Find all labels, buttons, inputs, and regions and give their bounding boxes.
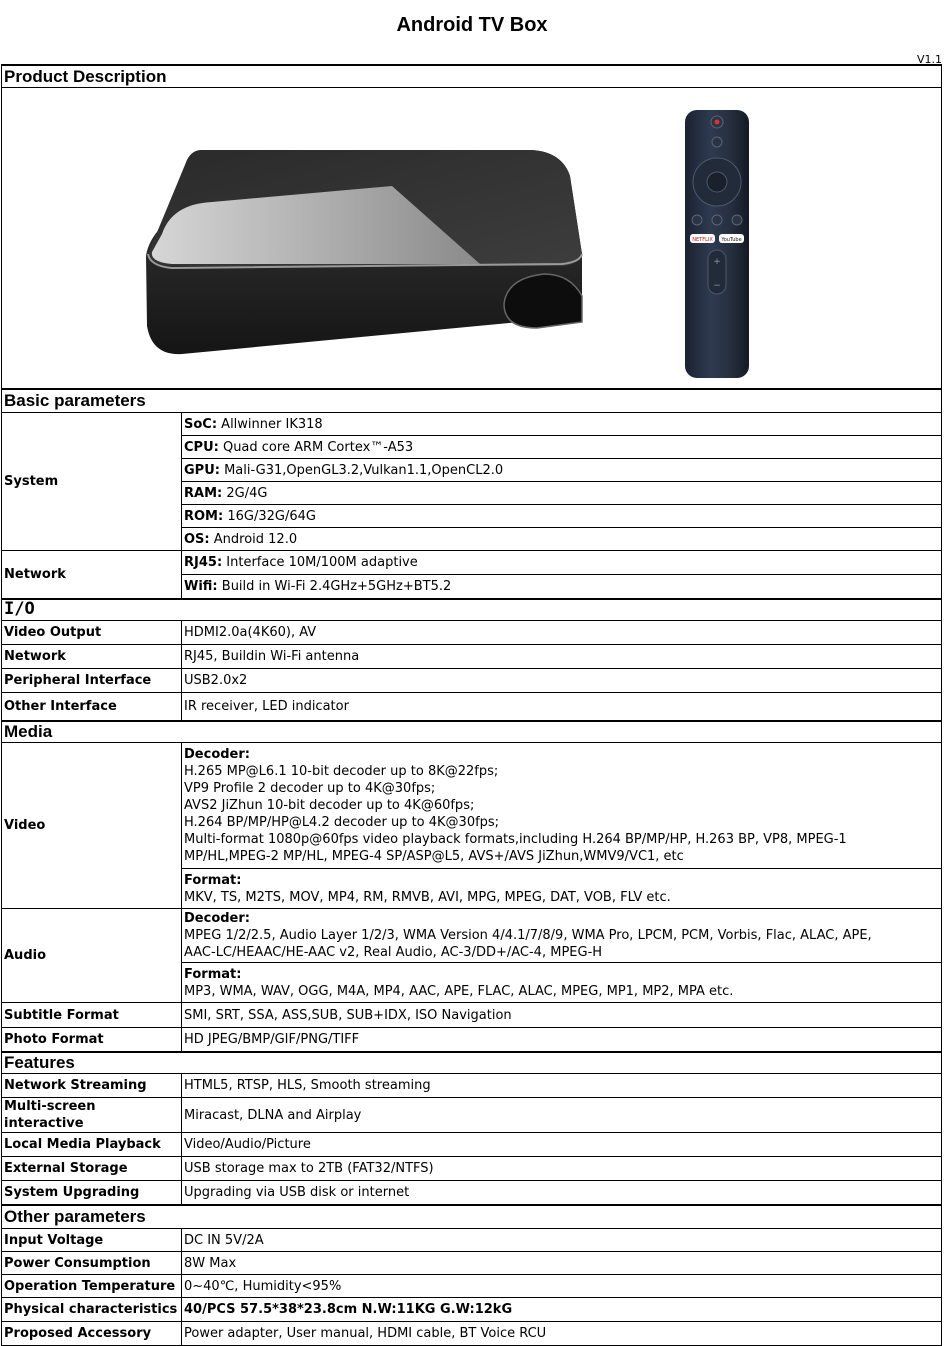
feature-value: Video/Audio/Picture: [182, 1133, 942, 1157]
svg-text:−: −: [713, 280, 721, 291]
io-label: Network: [2, 645, 182, 669]
spec-soc: SoC: Allwinner IK318: [182, 413, 942, 436]
feature-label: System Upgrading: [2, 1181, 182, 1205]
section-basic-parameters: Basic parameters: [2, 389, 942, 413]
other-value: DC IN 5V/2A: [182, 1229, 942, 1252]
feature-value: HTML5, RTSP, HLS, Smooth streaming: [182, 1074, 942, 1098]
section-media: Media: [2, 721, 942, 743]
spec-ram: RAM: 2G/4G: [182, 482, 942, 505]
other-label: Input Voltage: [2, 1229, 182, 1252]
video-label: Video: [2, 743, 182, 909]
system-label: System: [2, 413, 182, 551]
other-label: Proposed Accessory: [2, 1322, 182, 1346]
spec-table: [1, 64, 942, 1346]
other-value: 0~40℃, Humidity<95%: [182, 1275, 942, 1298]
section-other-parameters: Other parameters: [2, 1205, 942, 1229]
audio-decoder: Decoder: MPEG 1/2/2.5, Audio Layer 1/2/3, WMA Version 4/4.1/7/8/9, WMA Pro, LPCM, PCM, Vorbis, Flac, ALAC, APE, AAC-LC/HEAAC/HE-AAC v2, Real Audio, AC-3/DD+/AC-4, MPEG-H: [182, 909, 942, 963]
spec-wifi: Wifi: Build in Wi-Fi 2.4GHz+5GHz+BT5.2: [182, 575, 942, 599]
subtitle-format-value: SMI, SRT, SSA, ASS,SUB, SUB+IDX, ISO Navigation: [182, 1003, 942, 1028]
spec-cpu: CPU: Quad core ARM Cortex™-A53: [182, 436, 942, 459]
youtube-button-label: YouTube: [721, 236, 742, 243]
io-value: RJ45, Buildin Wi-Fi antenna: [182, 645, 942, 669]
product-image-cell: [2, 87, 942, 389]
video-decoder: Decoder: H.265 MP@L6.1 10-bit decoder up to 8K@22fps; VP9 Profile 2 decoder up to 4K@30fps; AVS2 JiZhun 10-bit decoder up to 4K@60fps; H.264 BP/MP/HP@L4.2 decoder up to 4K@30fps; Multi-format 1080p@60fps video playback formats,including H.264 BP/MP/HP, H.263 BP, VP8, MPEG-1 MP/HL,MPEG-2 MP/HL, MPEG-4 SP/ASP@L5, AVS+/AVS JiZhun,WMV9/VC1, etc: [182, 743, 942, 869]
photo-format-value: HD JPEG/BMP/GIF/PNG/TIFF: [182, 1028, 942, 1052]
other-value: Power adapter, User manual, HDMI cable, BT Voice RCU: [182, 1322, 942, 1346]
version-label: V1.1: [916, 53, 942, 66]
feature-value: USB storage max to 2TB (FAT32/NTFS): [182, 1157, 942, 1181]
io-value: HDMI2.0a(4K60), AV: [182, 621, 942, 645]
spec-gpu: GPU: Mali-G31,OpenGL3.2,Vulkan1.1,OpenCL2.0: [182, 459, 942, 482]
feature-label: External Storage: [2, 1157, 182, 1181]
remote-control-image: [685, 110, 749, 378]
netflix-button-label: NETFLIX: [692, 236, 713, 243]
feature-label: Network Streaming: [2, 1074, 182, 1098]
other-label: Power Consumption: [2, 1252, 182, 1275]
video-format: Format: MKV, TS, M2TS, MOV, MP4, RM, RMVB, AVI, MPG, MPEG, DAT, VOB, FLV etc.: [182, 869, 942, 909]
document-title: Android TV Box: [396, 14, 548, 36]
spec-rj45: RJ45: Interface 10M/100M adaptive: [182, 551, 942, 575]
io-value: USB2.0x2: [182, 669, 942, 693]
audio-format: Format: MP3, WMA, WAV, OGG, M4A, MP4, AAC, APE, FLAC, ALAC, MPEG, MP1, MP2, MPA etc.: [182, 963, 942, 1003]
subtitle-format-label: Subtitle Format: [2, 1003, 182, 1028]
io-value: IR receiver, LED indicator: [182, 693, 942, 721]
other-label: Physical characteristics: [2, 1298, 182, 1322]
photo-format-label: Photo Format: [2, 1028, 182, 1052]
other-value: 8W Max: [182, 1252, 942, 1275]
spec-os: OS: Android 12.0: [182, 528, 942, 551]
feature-value: Miracast, DLNA and Airplay: [182, 1098, 942, 1133]
section-product-description: Product Description: [2, 65, 942, 87]
audio-label: Audio: [2, 909, 182, 1003]
io-label: Peripheral Interface: [2, 669, 182, 693]
other-label: Operation Temperature: [2, 1275, 182, 1298]
tv-box-image: [142, 146, 592, 366]
section-features: Features: [2, 1052, 942, 1074]
section-io: I/O: [2, 599, 942, 621]
svg-text:+: +: [713, 256, 721, 267]
io-label: Other Interface: [2, 693, 182, 721]
other-value: 40/PCS 57.5*38*23.8cm N.W:11KG G.W:12kG: [182, 1298, 942, 1322]
network-label: Network: [2, 551, 182, 599]
io-label: Video Output: [2, 621, 182, 645]
feature-value: Upgrading via USB disk or internet: [182, 1181, 942, 1205]
feature-label: Multi-screen interactive: [2, 1098, 182, 1133]
feature-label: Local Media Playback: [2, 1133, 182, 1157]
spec-rom: ROM: 16G/32G/64G: [182, 505, 942, 528]
